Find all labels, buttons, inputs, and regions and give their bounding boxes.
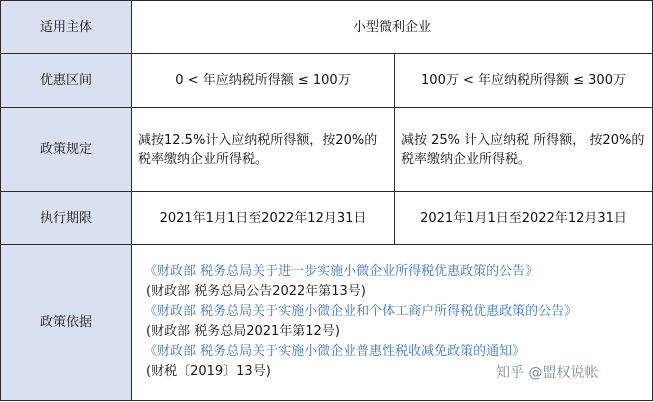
- policy-document-link[interactable]: 《财政部 税务总局关于实施小微企业普惠性税收减免政策的通知》: [144, 343, 526, 359]
- subject-value: 小型微利企业: [132, 1, 653, 54]
- range-col2: 100万 < 年应纳税所得额 ≤ 300万: [395, 54, 653, 108]
- watermark: [496, 362, 598, 382]
- row-header-basis: 政策依据: [1, 245, 132, 401]
- policy-col1: 减按12.5%计入应纳税所得额，按20%的税率缴纳企业所得税。: [132, 108, 395, 192]
- row-period: [1, 192, 653, 245]
- range-col1: 0 < 年应纳税所得额 ≤ 100万: [132, 54, 395, 108]
- policy-col2: 减按 25% 计入应纳税 所得额， 按20%的税率缴纳企业所得税。: [395, 108, 653, 192]
- policy-document-link[interactable]: 《财政部 税务总局关于进一步实施小微企业所得税优惠政策的公告》: [144, 263, 539, 279]
- row-header-range: 优惠区间: [1, 54, 132, 108]
- row-header-policy: 政策规定: [1, 108, 132, 192]
- policy-document-link[interactable]: 《财政部 税务总局关于实施小微企业和个体工商户所得税优惠政策的公告》: [144, 303, 578, 319]
- row-policy: [1, 108, 653, 192]
- period-col2: 2021年1月1日至2022年12月31日: [395, 192, 653, 245]
- period-col1: 2021年1月1日至2022年12月31日: [132, 192, 395, 245]
- watermark-text: 知乎 @盟权说帐: [496, 365, 599, 381]
- policy-document-code: (财政部 税务总局公告2022年第13号): [146, 283, 366, 299]
- policy-document-code: (财政部 税务总局2021年第12号): [146, 323, 340, 339]
- row-header-period: 执行期限: [1, 192, 132, 245]
- row-header-subject: 适用主体: [1, 1, 132, 54]
- row-subject: [1, 1, 653, 54]
- row-range: [1, 54, 653, 108]
- policy-document-code: (财税〔2019〕13号): [146, 363, 271, 379]
